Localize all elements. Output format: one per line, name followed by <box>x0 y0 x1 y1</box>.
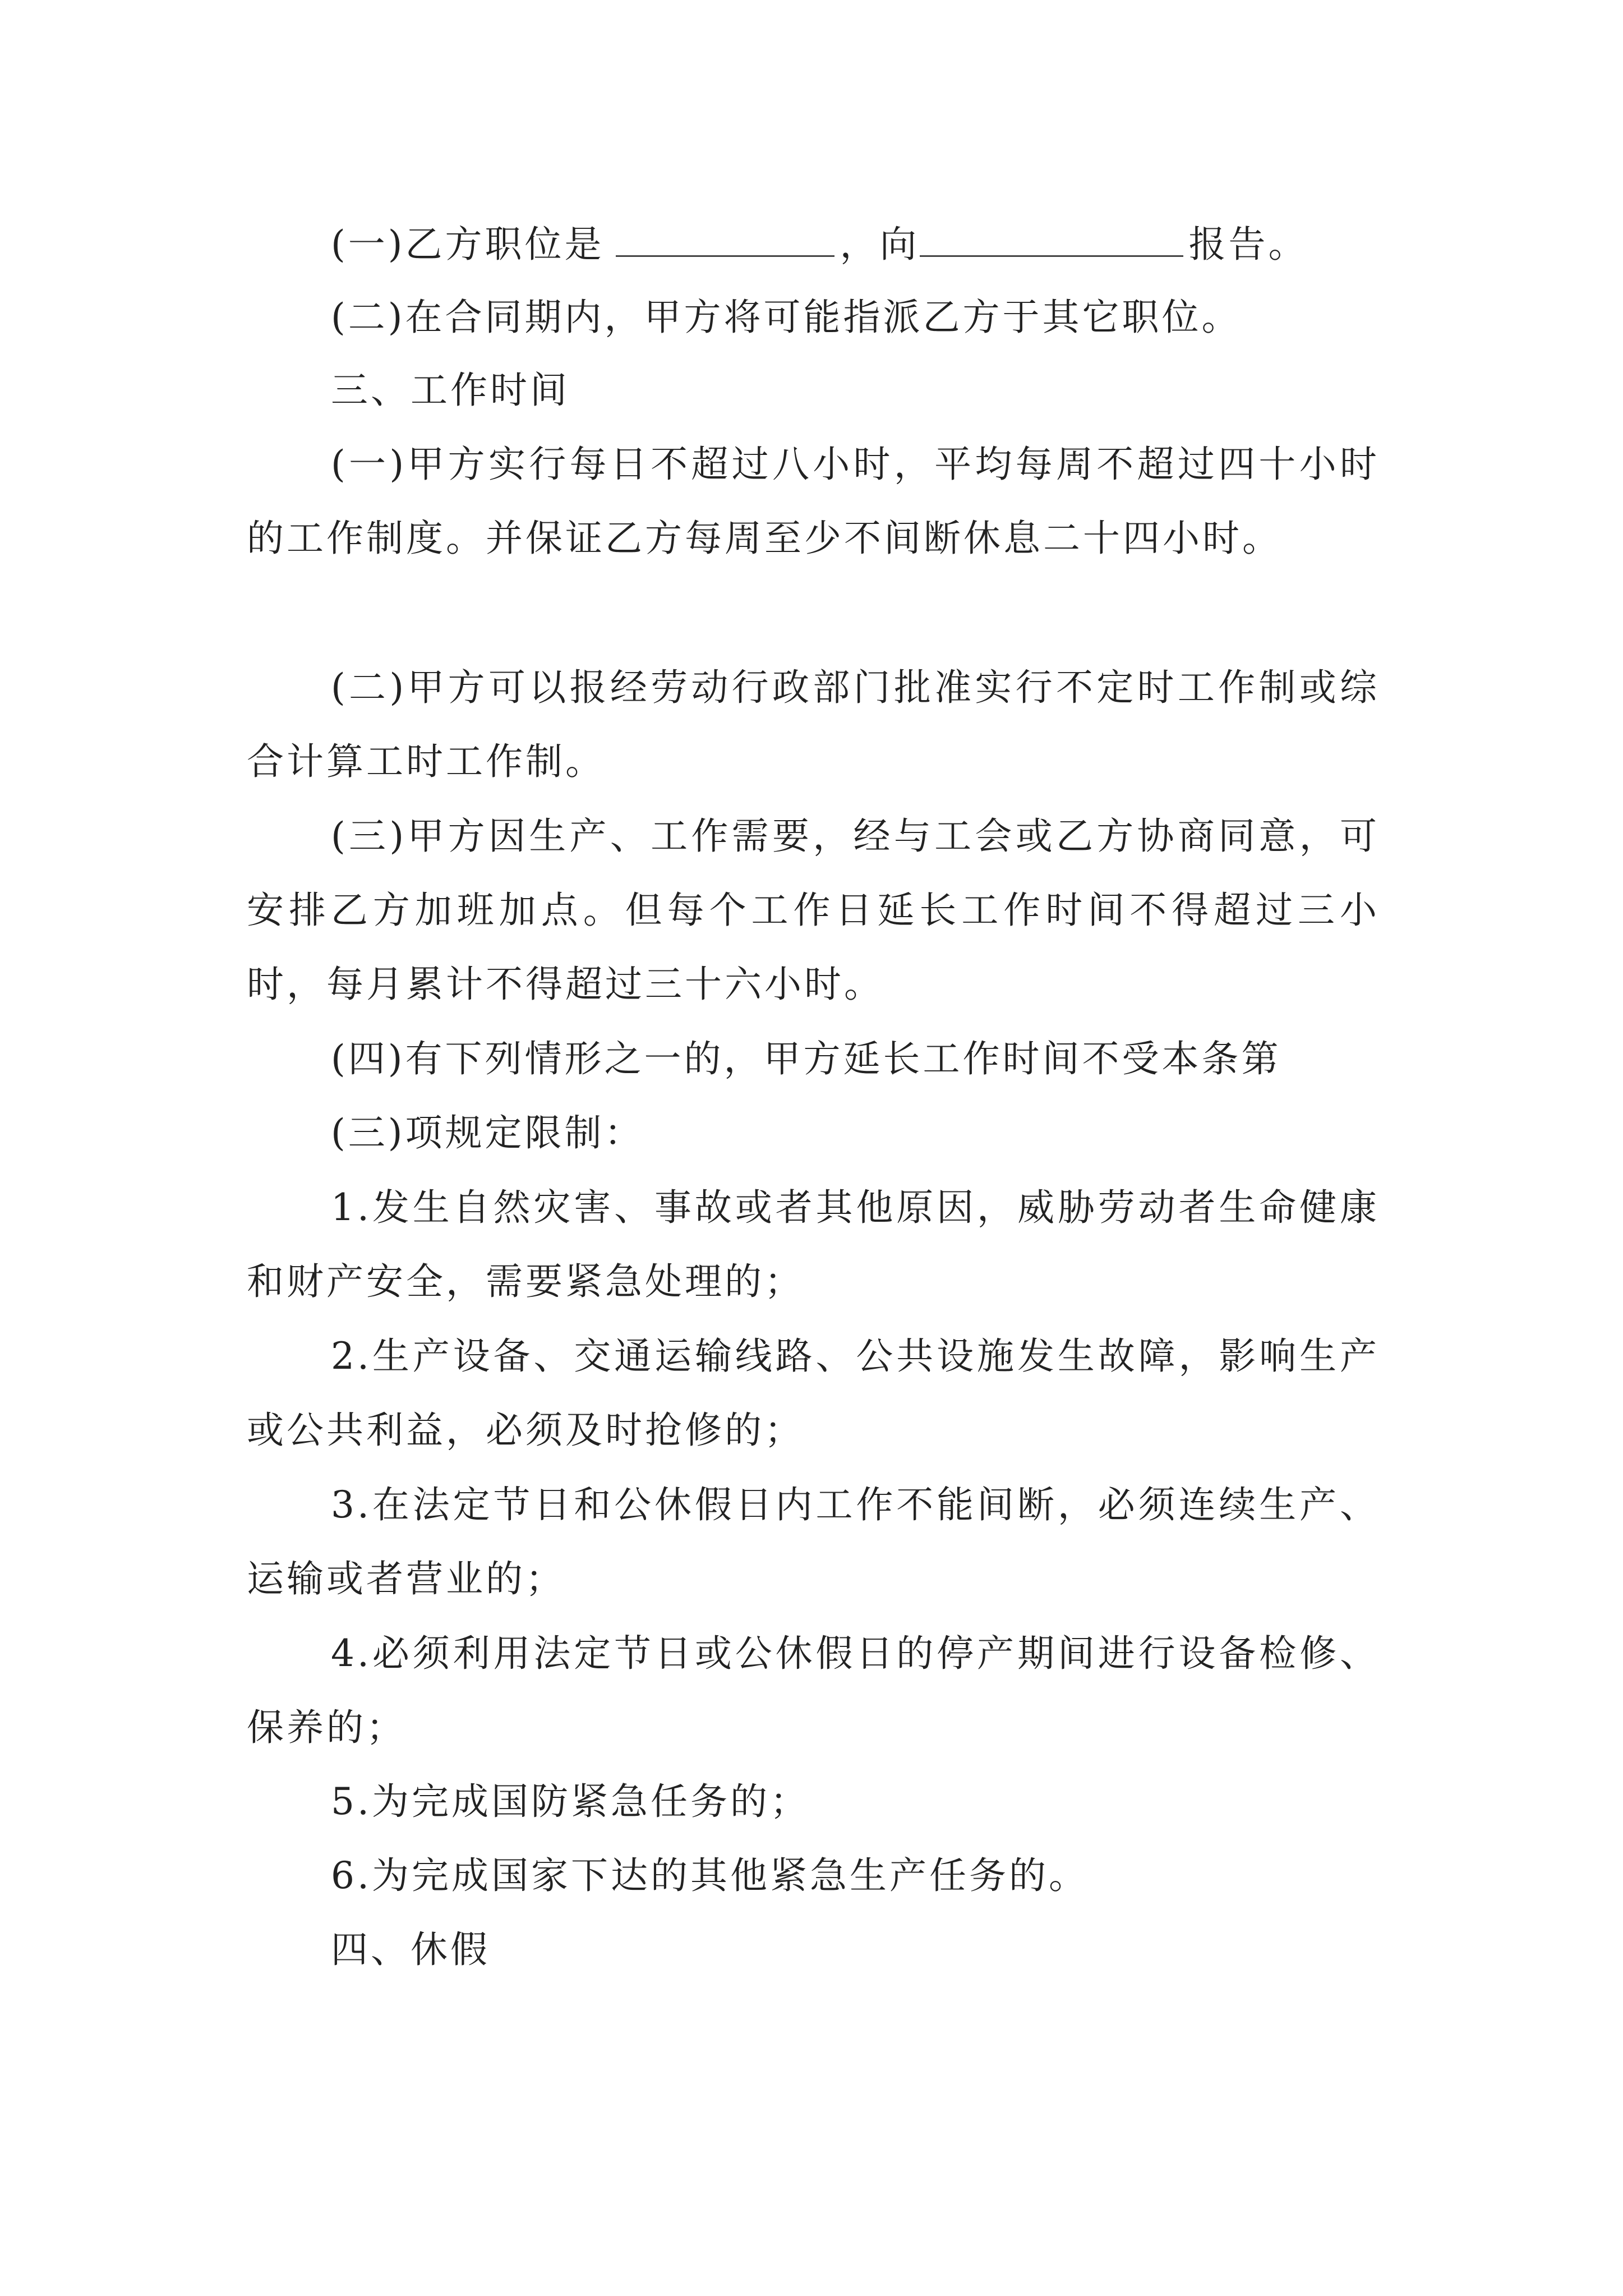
paragraph: (三)甲方因生产、工作需要，经与工会或乙方协商同意，可安排乙方加班加点。但每个工作日延长工作时间不得超过三小时，每月累计不得超过三十六小时。 <box>247 815 1380 1006</box>
position-suffix: 报告。 <box>1188 223 1308 266</box>
section-heading: 三、工作时间 <box>331 369 570 412</box>
paragraph: (一)甲方实行每日不超过八小时，平均每周不超过四十小时的工作制度。并保证乙方每周至少不间断休息二十四小时。 <box>247 443 1380 560</box>
position-prefix: (一)乙方职位是 <box>331 223 605 266</box>
paragraph-position <box>247 208 1380 282</box>
list-item: 1.发生自然灾害、事故或者其他原因，威胁劳动者生命健康和财产安全，需要紧急处理的； <box>247 1186 1380 1303</box>
position-blank[interactable] <box>616 222 834 257</box>
report-to-blank[interactable] <box>920 222 1183 257</box>
section-heading: 四、休假 <box>331 1928 490 1971</box>
paragraph: (二)甲方可以报经劳动行政部门批准实行不定时工作制或综合计算工时工作制。 <box>247 666 1380 783</box>
list-item: 6.为完成国家下达的其他紧急生产任务的。 <box>331 1854 1089 1897</box>
list-item: 2.生产设备、交通运输线路、公共设施发生故障，影响生产或公共利益，必须及时抢修的； <box>247 1335 1380 1452</box>
list-item: 3.在法定节日和公休假日内工作不能间断，必须连续生产、运输或者营业的； <box>247 1483 1380 1600</box>
paragraph: (四)有下列情形之一的，甲方延长工作时间不受本条第 <box>331 1037 1281 1080</box>
position-middle: ，向 <box>840 223 920 266</box>
paragraph: (三)项规定限制： <box>331 1111 644 1154</box>
list-item: 5.为完成国防紧急任务的； <box>331 1780 810 1823</box>
paragraph: (二)在合同期内，甲方将可能指派乙方于其它职位。 <box>331 296 1242 339</box>
list-item: 4.必须利用法定节日或公休假日的停产期间进行设备检修、保养的； <box>247 1632 1380 1749</box>
